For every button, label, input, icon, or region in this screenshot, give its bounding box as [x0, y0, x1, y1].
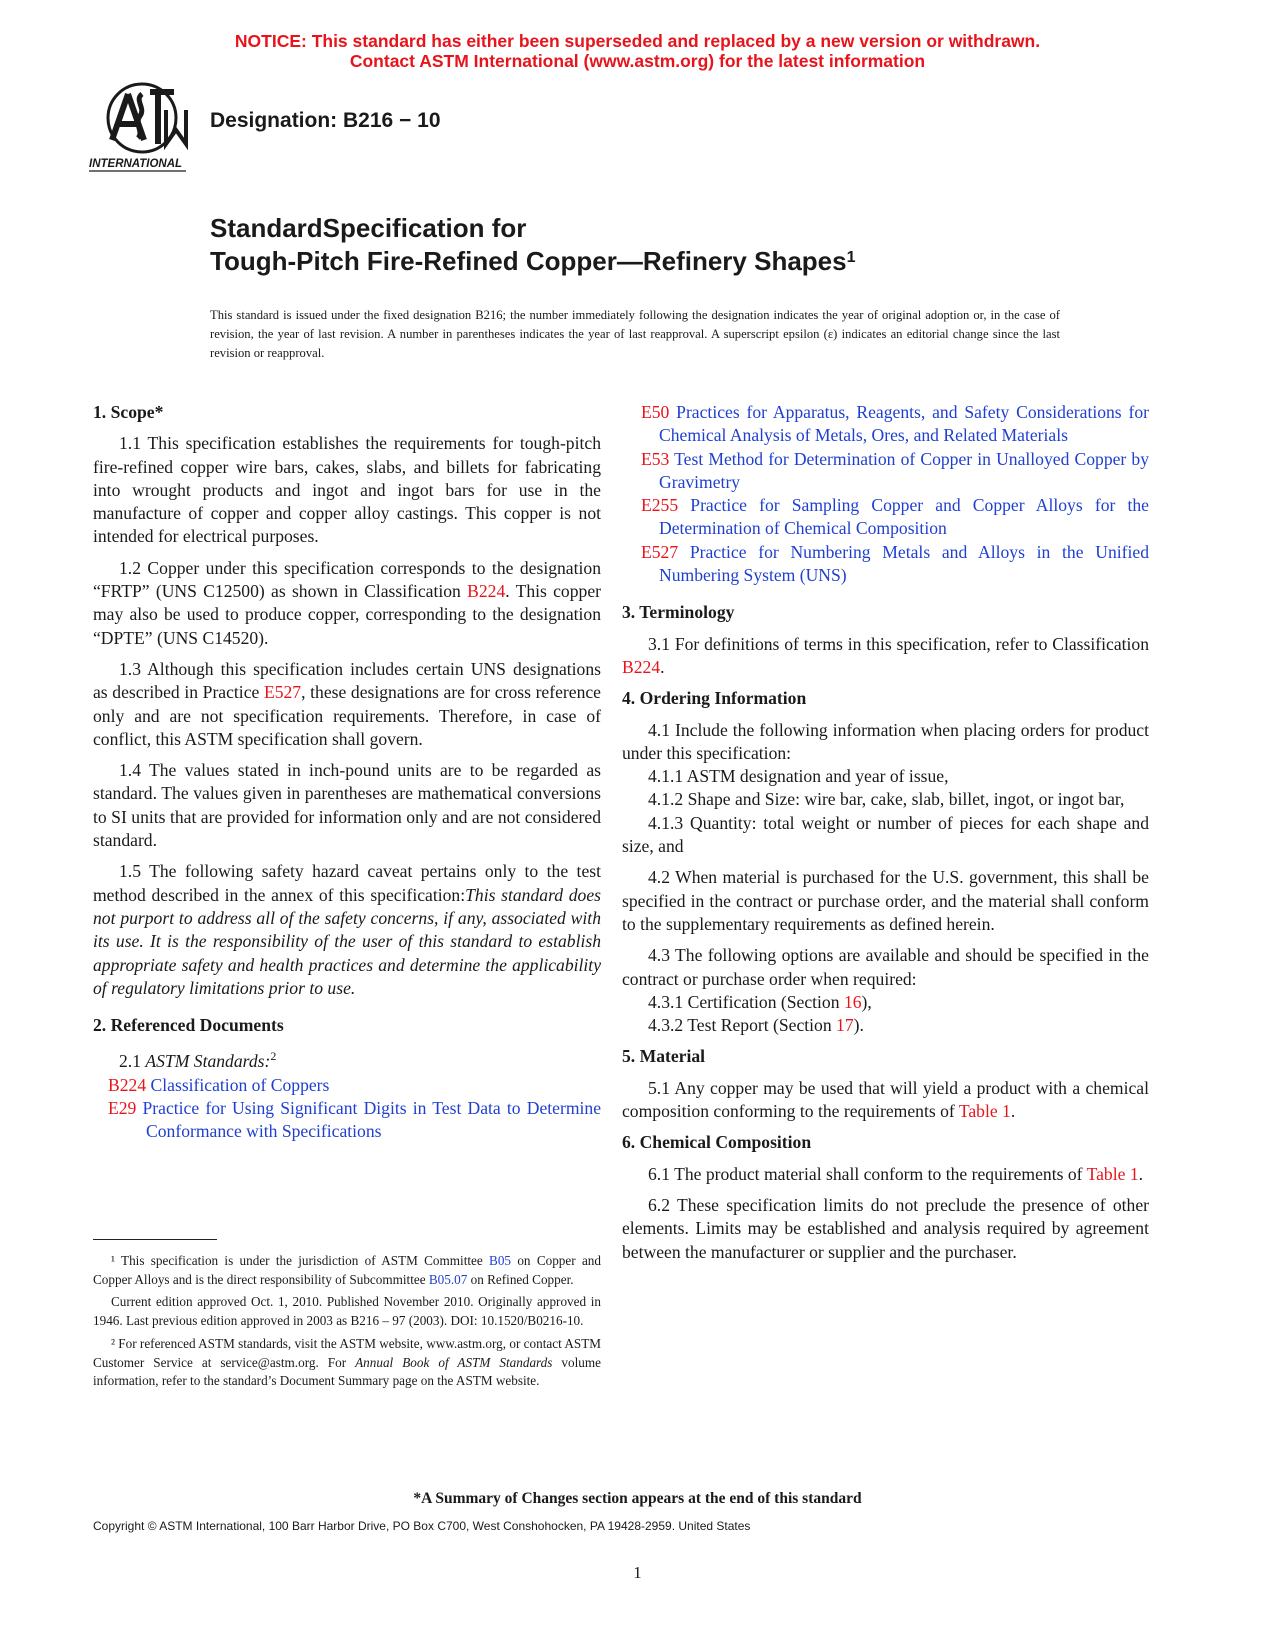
para-5-1: 5.1 Any copper may be used that will yield a product with a chemical composition conforming to the requirements of Table 1. — [622, 1077, 1149, 1122]
ref-item-e50[interactable]: E50 Practices for Apparatus, Reagents, and Safety Considerations for Chemical Analysis of Metals, Ores, and Related Materials — [641, 402, 1149, 446]
notice-line-1: NOTICE: This standard has either been superseded and replaced by a new version or withdrawn. — [234, 31, 1041, 51]
para-6-1: 6.1 The product material shall conform to the requirements of Table 1. — [648, 1163, 1144, 1184]
link-b224[interactable]: B224 — [467, 581, 506, 602]
ref-item-b224[interactable]: B224 Classification of Coppers — [108, 1074, 330, 1095]
section-6-heading: 6. Chemical Composition — [622, 1132, 812, 1153]
copyright: Copyright © ASTM International, 100 Barr Harbor Drive, PO Box C700, West Conshohocken, PA 19428-2959. United States — [93, 1519, 751, 1533]
footnote-1: ¹ This specification is under the jurisdiction of ASTM Committee B05 on Copper and Copper Alloys and is the direct responsibility of Subcommittee B05.07 on Refined Copper. — [93, 1253, 601, 1287]
section-2-heading: 2. Referenced Documents — [93, 1015, 284, 1036]
link-table-1-chem[interactable]: Table 1 — [1086, 1163, 1139, 1184]
section-3-heading: 3. Terminology — [622, 602, 735, 623]
issued-note: This standard is issued under the fixed designation B216; the number immediately following the designation indicates the year of original adoption or, in the case of revision, the year of last revision. A number in parentheses indicates the year of last reapproval. A superscript epsilon (ε) indicates an editorial change since the last revision or reapproval. — [210, 308, 1060, 360]
link-e527[interactable]: E527 — [263, 682, 302, 703]
para-1-3: 1.3 Although this specification includes certain UNS designations as described in Practice E527, these designations are for cross reference only and are not specification requirements. Therefore, in case of conflict, this ASTM specification shall govern. — [93, 658, 601, 749]
para-4-3: 4.3 The following options are available and should be specified in the contract or purchase order when required: — [622, 945, 1149, 989]
link-b05-07[interactable]: B05.07 — [428, 1271, 468, 1287]
para-1-1: 1.1 This specification establishes the requirements for tough-pitch fire-refined copper wire bars, cakes, slabs, and billets for fabricating into wrought products and ingot and ingot bars for use in the manufacture of copper and copper alloy castings. This copper is not intended for electrical purposes. — [93, 433, 601, 547]
notice-line-2: Contact ASTM International (www.astm.org) for the latest information — [349, 51, 926, 71]
footnote-divider — [93, 1239, 217, 1240]
title-line-1: StandardSpecification for — [210, 213, 527, 243]
link-section-17[interactable]: 17 — [836, 1015, 854, 1036]
footnotes — [93, 1252, 601, 1395]
para-3-1: 3.1 For definitions of terms in this specification, refer to Classification B224. — [622, 633, 1149, 677]
right-column — [622, 401, 1149, 1272]
para-2-1: 2.1 ASTM Standards:$^2$ — [119, 1049, 277, 1072]
designation: Designation: B216 − 10 — [210, 109, 441, 132]
ref-item-e527[interactable]: E527 Practice for Numbering Metals and Alloys in the Unified Numbering System (UNS) — [641, 541, 1149, 586]
para-4-3-2: 4.3.2 Test Report (Section 17). — [648, 1015, 864, 1036]
link-b224-terms[interactable]: B224 — [622, 656, 661, 677]
footnote-2: ² For referenced ASTM standards, visit the ASTM website, www.astm.org, or contact ASTM Customer Service at service@astm.org. For Annual Book of ASTM Standards volume information, refer to the standard’s Document Summary page on the ASTM website. — [93, 1335, 601, 1389]
astm-logo — [88, 80, 200, 176]
section-1-heading: 1. Scope* — [93, 402, 164, 422]
section-5-heading: 5. Material — [622, 1046, 706, 1067]
para-4-1-1: 4.1.1 ASTM designation and year of issue, — [648, 766, 949, 787]
title-line-2: Tough-Pitch Fire-Refined Copper—Refinery Shapes$^1$ — [210, 246, 856, 276]
section-4-heading: 4. Ordering Information — [622, 688, 807, 709]
para-1-4: 1.4 The values stated in inch-pound units are to be regarded as standard. The values given in parentheses are mathematical conversions to SI units that are provided for information only and are not considered standard. — [93, 760, 601, 851]
para-4-1-3: 4.1.3 Quantity: total weight or number of pieces for each shape and size, and — [622, 812, 1149, 857]
link-b05[interactable]: B05 — [489, 1253, 512, 1268]
para-1-2: 1.2 Copper under this specification corresponds to the designation “FRTP” (UNS C12500) as shown in Classification B224. This copper may also be used to produce copper, corresponding to the designation “DPTE” (UNS C14520). — [93, 557, 601, 648]
para-1-5: 1.5 The following safety hazard caveat pertains only to the test method described in the annex of this specification:This standard does not purport to address all of the safety concerns, if any, associated with its use. It is the responsibility of the user of this standard to establish appropriate safety and health practices and determine the applicability of regulatory limitations prior to use. — [93, 861, 602, 998]
page-number: 1 — [633, 1563, 642, 1582]
withdrawal-notice — [0, 31, 1275, 71]
footnote-current-edition: Current edition approved Oct. 1, 2010. Published November 2010. Originally approved in 1946. Last previous edition approved in 2003 as B216 – 97 (2003). DOI: 10.1520/B0216-10. — [93, 1294, 601, 1329]
para-4-2: 4.2 When material is purchased for the U.S. government, this shall be specified in the contract or purchase order, and the material shall conform to the supplementary requirements as defined herein. — [622, 867, 1149, 934]
summary-of-changes-note: *A Summary of Changes section appears at the end of this standard — [413, 1490, 862, 1507]
title-footnote-ref[interactable]: 1 — [846, 249, 856, 266]
link-table-1[interactable]: Table 1 — [958, 1101, 1011, 1122]
footnote-ref-2[interactable]: 2 — [270, 1049, 277, 1064]
para-6-2: 6.2 These specification limits do not preclude the presence of other elements. Limits may be established and analysis required by agreement between the manufacturer or supplier and the purchaser. — [622, 1194, 1149, 1262]
left-column — [93, 401, 601, 1143]
para-4-1-2: 4.1.2 Shape and Size: wire bar, cake, slab, billet, ingot, or ingot bar, — [648, 789, 1125, 810]
para-4-1: 4.1 Include the following information when placing orders for product under this specification: — [622, 719, 1149, 763]
para-4-3-1: 4.3.1 Certification (Section 16), — [648, 991, 872, 1012]
logo-word: INTERNATIONAL — [89, 158, 183, 170]
ref-item-e53[interactable]: E53 Test Method for Determination of Copper in Unalloyed Copper by Gravimetry — [641, 448, 1149, 492]
ref-item-e29[interactable]: E29 Practice for Using Significant Digits in Test Data to Determine Conformance with Specifications — [108, 1097, 601, 1142]
ref-item-e255[interactable]: E255 Practice for Sampling Copper and Copper Alloys for the Determination of Chemical Composition — [641, 495, 1149, 539]
link-section-16[interactable]: 16 — [843, 991, 862, 1012]
document-title — [210, 212, 856, 278]
